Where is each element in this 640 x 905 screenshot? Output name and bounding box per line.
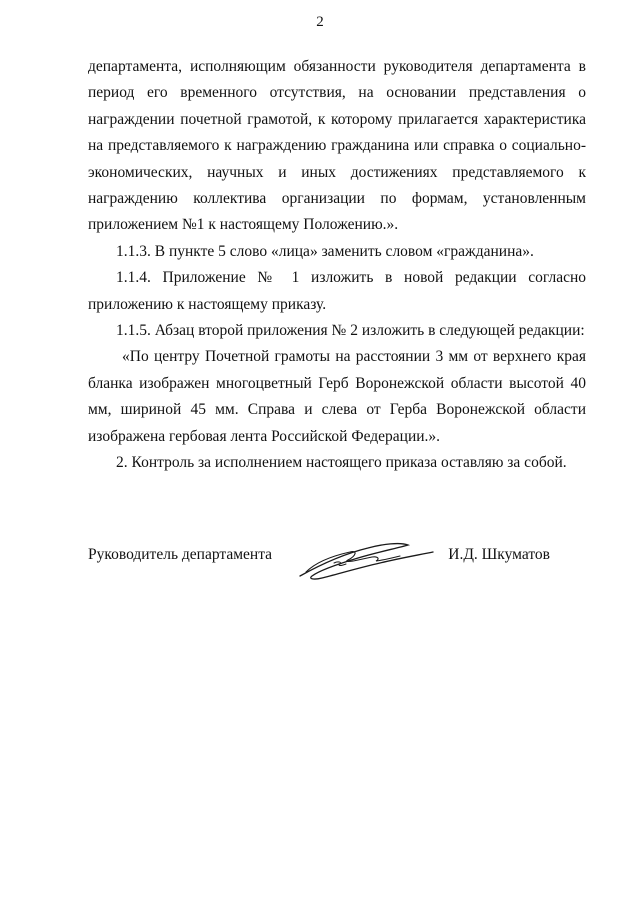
signatory-title: Руководитель департамента — [88, 546, 273, 563]
paragraph-2: 2. Контроль за исполнением настоящего приказа оставляю за собой. — [116, 454, 567, 472]
paragraph-1-1-5: 1.1.5. Абзац второй приложения № 2 изложить в следующей редакции: — [116, 322, 585, 340]
paragraph-continuation: департамента, исполняющим обязанности руководителя департамента в период его временного отсутствия, на основании представления о награждении почетной грамотой, к которому прилагается характеристика на представляемого к награждению гражданина или справка о социально-экономических, научных и иных достижениях представляемого к награждению коллектива организации по формам, установленным приложением №1 к настоящему Положению.». — [88, 58, 586, 234]
signature-block — [88, 536, 586, 596]
document-body — [88, 54, 586, 477]
paragraph-quote: «По центру Почетной грамоты на расстоянии 3 мм от верхнего края бланка изображен многоцветный Герб Воронежской области высотой 40 мм, шириной 45 мм. Справа и слева от Герба Воронежской области изображена гербовая лента Российской Федерации.». — [88, 348, 586, 445]
handwritten-signature — [288, 536, 438, 586]
paragraph-1-1-3: 1.1.3. В пункте 5 слово «лица» заменить словом «гражданина». — [116, 242, 534, 260]
signatory-name: И.Д. Шкуматов — [448, 546, 550, 563]
page-number: 2 — [316, 14, 324, 30]
paragraph-1-1-4: 1.1.4. Приложение № 1 изложить в новой редакции согласно приложению к настоящему приказу. — [88, 269, 586, 313]
